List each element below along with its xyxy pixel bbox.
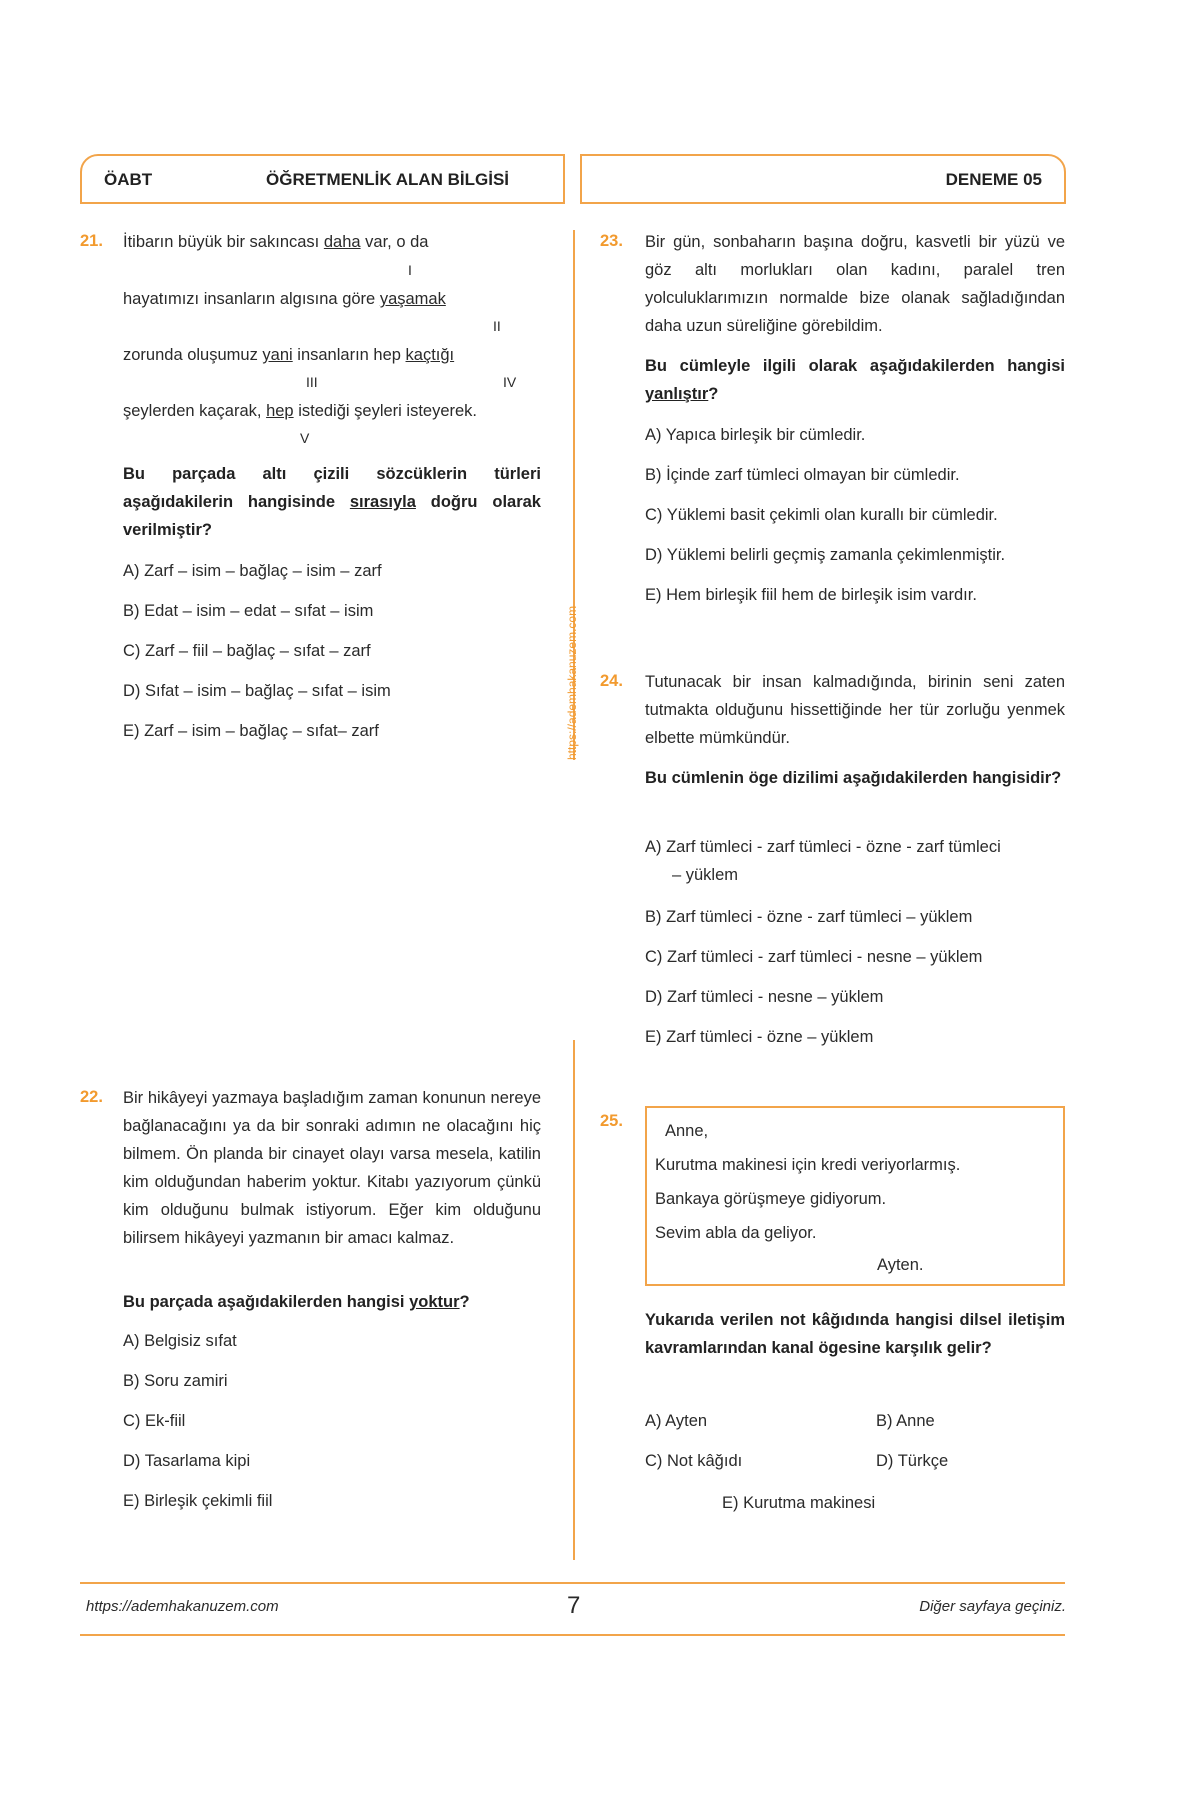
next-page-note: Diğer sayfaya geçiniz. <box>919 1598 1066 1615</box>
q21-line-4: şeylerden kaçarak, hep istediği şeyleri isteyerek. <box>123 402 478 420</box>
question-number: 24. <box>600 672 623 690</box>
option-e[interactable]: E) Zarf – isim – bağlaç – sıfat– zarf <box>123 722 379 740</box>
question-number: 22. <box>80 1088 103 1106</box>
underlined-word-3: yani <box>262 346 293 364</box>
column-divider-bottom <box>573 1040 575 1560</box>
test-title: DENEME 05 <box>945 170 1042 189</box>
footer-top-line <box>80 1582 1065 1584</box>
option-a[interactable]: A) Ayten <box>645 1412 708 1430</box>
option-b[interactable]: B) Anne <box>876 1412 935 1430</box>
option-c[interactable]: C) Not kâğıdı <box>645 1452 743 1470</box>
option-e[interactable]: E) Kurutma makinesi <box>722 1494 876 1512</box>
option-e[interactable]: E) Hem birleşik fiil hem de birleşik isim vardır. <box>645 586 977 604</box>
question-stem: Bu cümlenin öge dizilimi aşağıdakilerden hangisidir? <box>645 769 1062 787</box>
question-number: 25. <box>600 1112 623 1130</box>
note-line: Sevim abla da geliyor. <box>655 1224 817 1242</box>
note-signature: Ayten. <box>877 1256 924 1274</box>
question-number: 21. <box>80 232 103 250</box>
option-a[interactable]: A) Yapıca birleşik bir cümledir. <box>645 426 866 444</box>
header-left-box <box>80 154 565 204</box>
option-e[interactable]: E) Zarf tümleci - özne – yüklem <box>645 1028 874 1046</box>
exam-title: ÖĞRETMENLİK ALAN BİLGİSİ <box>266 170 510 189</box>
option-b[interactable]: B) İçinde zarf tümleci olmayan bir cümledir. <box>645 466 960 484</box>
question-stem: Bu parçada aşağıdakilerden hangisi yoktur? <box>123 1293 470 1311</box>
option-c[interactable]: C) Ek-fiil <box>123 1412 186 1430</box>
footer-url[interactable]: https://ademhakanuzem.com <box>86 1598 279 1615</box>
option-c[interactable]: C) Zarf tümleci - zarf tümleci - nesne – yüklem <box>645 948 983 966</box>
underlined-word-2: yaşamak <box>379 290 446 308</box>
roman-numeral: IV <box>503 374 517 390</box>
note-line: Bankaya görüşmeye gidiyorum. <box>655 1190 887 1208</box>
page-number: 7 <box>567 1592 581 1619</box>
exam-label: ÖABT <box>104 170 153 189</box>
option-c[interactable]: C) Yüklemi basit çekimli olan kurallı bir cümledir. <box>645 506 998 524</box>
option-d[interactable]: D) Sıfat – isim – bağlaç – sıfat – isim <box>123 682 391 700</box>
option-a[interactable]: A) Zarf tümleci - zarf tümleci - özne - zarf tümleci <box>645 838 1001 856</box>
watermark-url: https://ademhakanuzem.com <box>565 605 579 760</box>
question-text: Tutunacak bir insan kalmadığında, birinin seni zaten tutmakta olduğunu hissettiğinde her tür zorluğu yenmek elbette mümkündür. <box>645 673 1065 747</box>
underlined-word-4: kaçtığı <box>405 346 455 364</box>
q21-line-3: zorunda oluşumuz yani insanların hep kaçtığı <box>123 346 455 364</box>
note-line: Kurutma makinesi için kredi veriyorlarmış. <box>655 1156 961 1174</box>
question-number: 23. <box>600 232 623 250</box>
underlined-word-5: hep <box>266 402 294 420</box>
roman-numeral: III <box>306 374 318 390</box>
underlined-word-1: daha <box>323 233 361 251</box>
q21-line-2: hayatımızı insanların algısına göre yaşamak <box>123 290 446 308</box>
roman-numeral: II <box>493 318 501 334</box>
option-b[interactable]: B) Edat – isim – edat – sıfat – isim <box>123 602 374 620</box>
option-d[interactable]: D) Zarf tümleci - nesne – yüklem <box>645 988 884 1006</box>
header-right-box <box>580 154 1066 204</box>
q21-line-1: İtibarın büyük bir sakıncası daha var, o da <box>123 233 429 251</box>
option-a[interactable]: A) Zarf – isim – bağlaç – isim – zarf <box>123 562 382 580</box>
question-stem: Bu parçada altı çizili sözcüklerin türleri aşağıdakilerin hangisinde sırasıyla doğru olarak verilmiştir? <box>123 465 541 539</box>
question-stem: Bu cümleyle ilgili olarak aşağıdakilerden hangisi yanlıştır? <box>645 357 1065 403</box>
option-a-continued: – yüklem <box>672 866 739 884</box>
option-e[interactable]: E) Birleşik çekimli fiil <box>123 1492 273 1510</box>
note-greeting: Anne, <box>665 1122 709 1140</box>
roman-numeral: I <box>408 262 412 278</box>
option-a[interactable]: A) Belgisiz sıfat <box>123 1332 237 1350</box>
question-text: Bir hikâyeyi yazmaya başladığım zaman konunun nereye bağlanacağını ya da bir sonraki adımın ne olacağını hiç bilmem. Ön planda bir cinayet olayı varsa mesela, katilin kim olduğundan haberim yoktur. Kitabı yazıyorum çünkü kim olduğunu bulmak istiyorum. Eğer kim olduğunu bilirsem hikâyeyi yazmanın bir amacı kalmaz. <box>123 1089 541 1247</box>
question-stem: Yukarıda verilen not kâğıdında hangisi dilsel iletişim kavramlarından kanal ögesine karşılık gelir? <box>645 1311 1065 1357</box>
question-text: Bir gün, sonbaharın başına doğru, kasvetli bir yüzü ve göz altı morlukları olan kadını, paralel tren yolculuklarımızın normalde bize olanak sağladığından daha uzun süreliğine görebildim. <box>645 233 1065 335</box>
option-b[interactable]: B) Soru zamiri <box>123 1372 228 1390</box>
option-d[interactable]: D) Yüklemi belirli geçmiş zamanla çekimlenmiştir. <box>645 546 1006 564</box>
option-c[interactable]: C) Zarf – fiil – bağlaç – sıfat – zarf <box>123 642 371 660</box>
option-b[interactable]: B) Zarf tümleci - özne - zarf tümleci – yüklem <box>645 908 973 926</box>
roman-numeral: V <box>300 430 310 446</box>
option-d[interactable]: D) Türkçe <box>876 1452 949 1470</box>
option-d[interactable]: D) Tasarlama kipi <box>123 1452 251 1470</box>
footer-bottom-line <box>80 1634 1065 1636</box>
note-box <box>645 1106 1065 1286</box>
